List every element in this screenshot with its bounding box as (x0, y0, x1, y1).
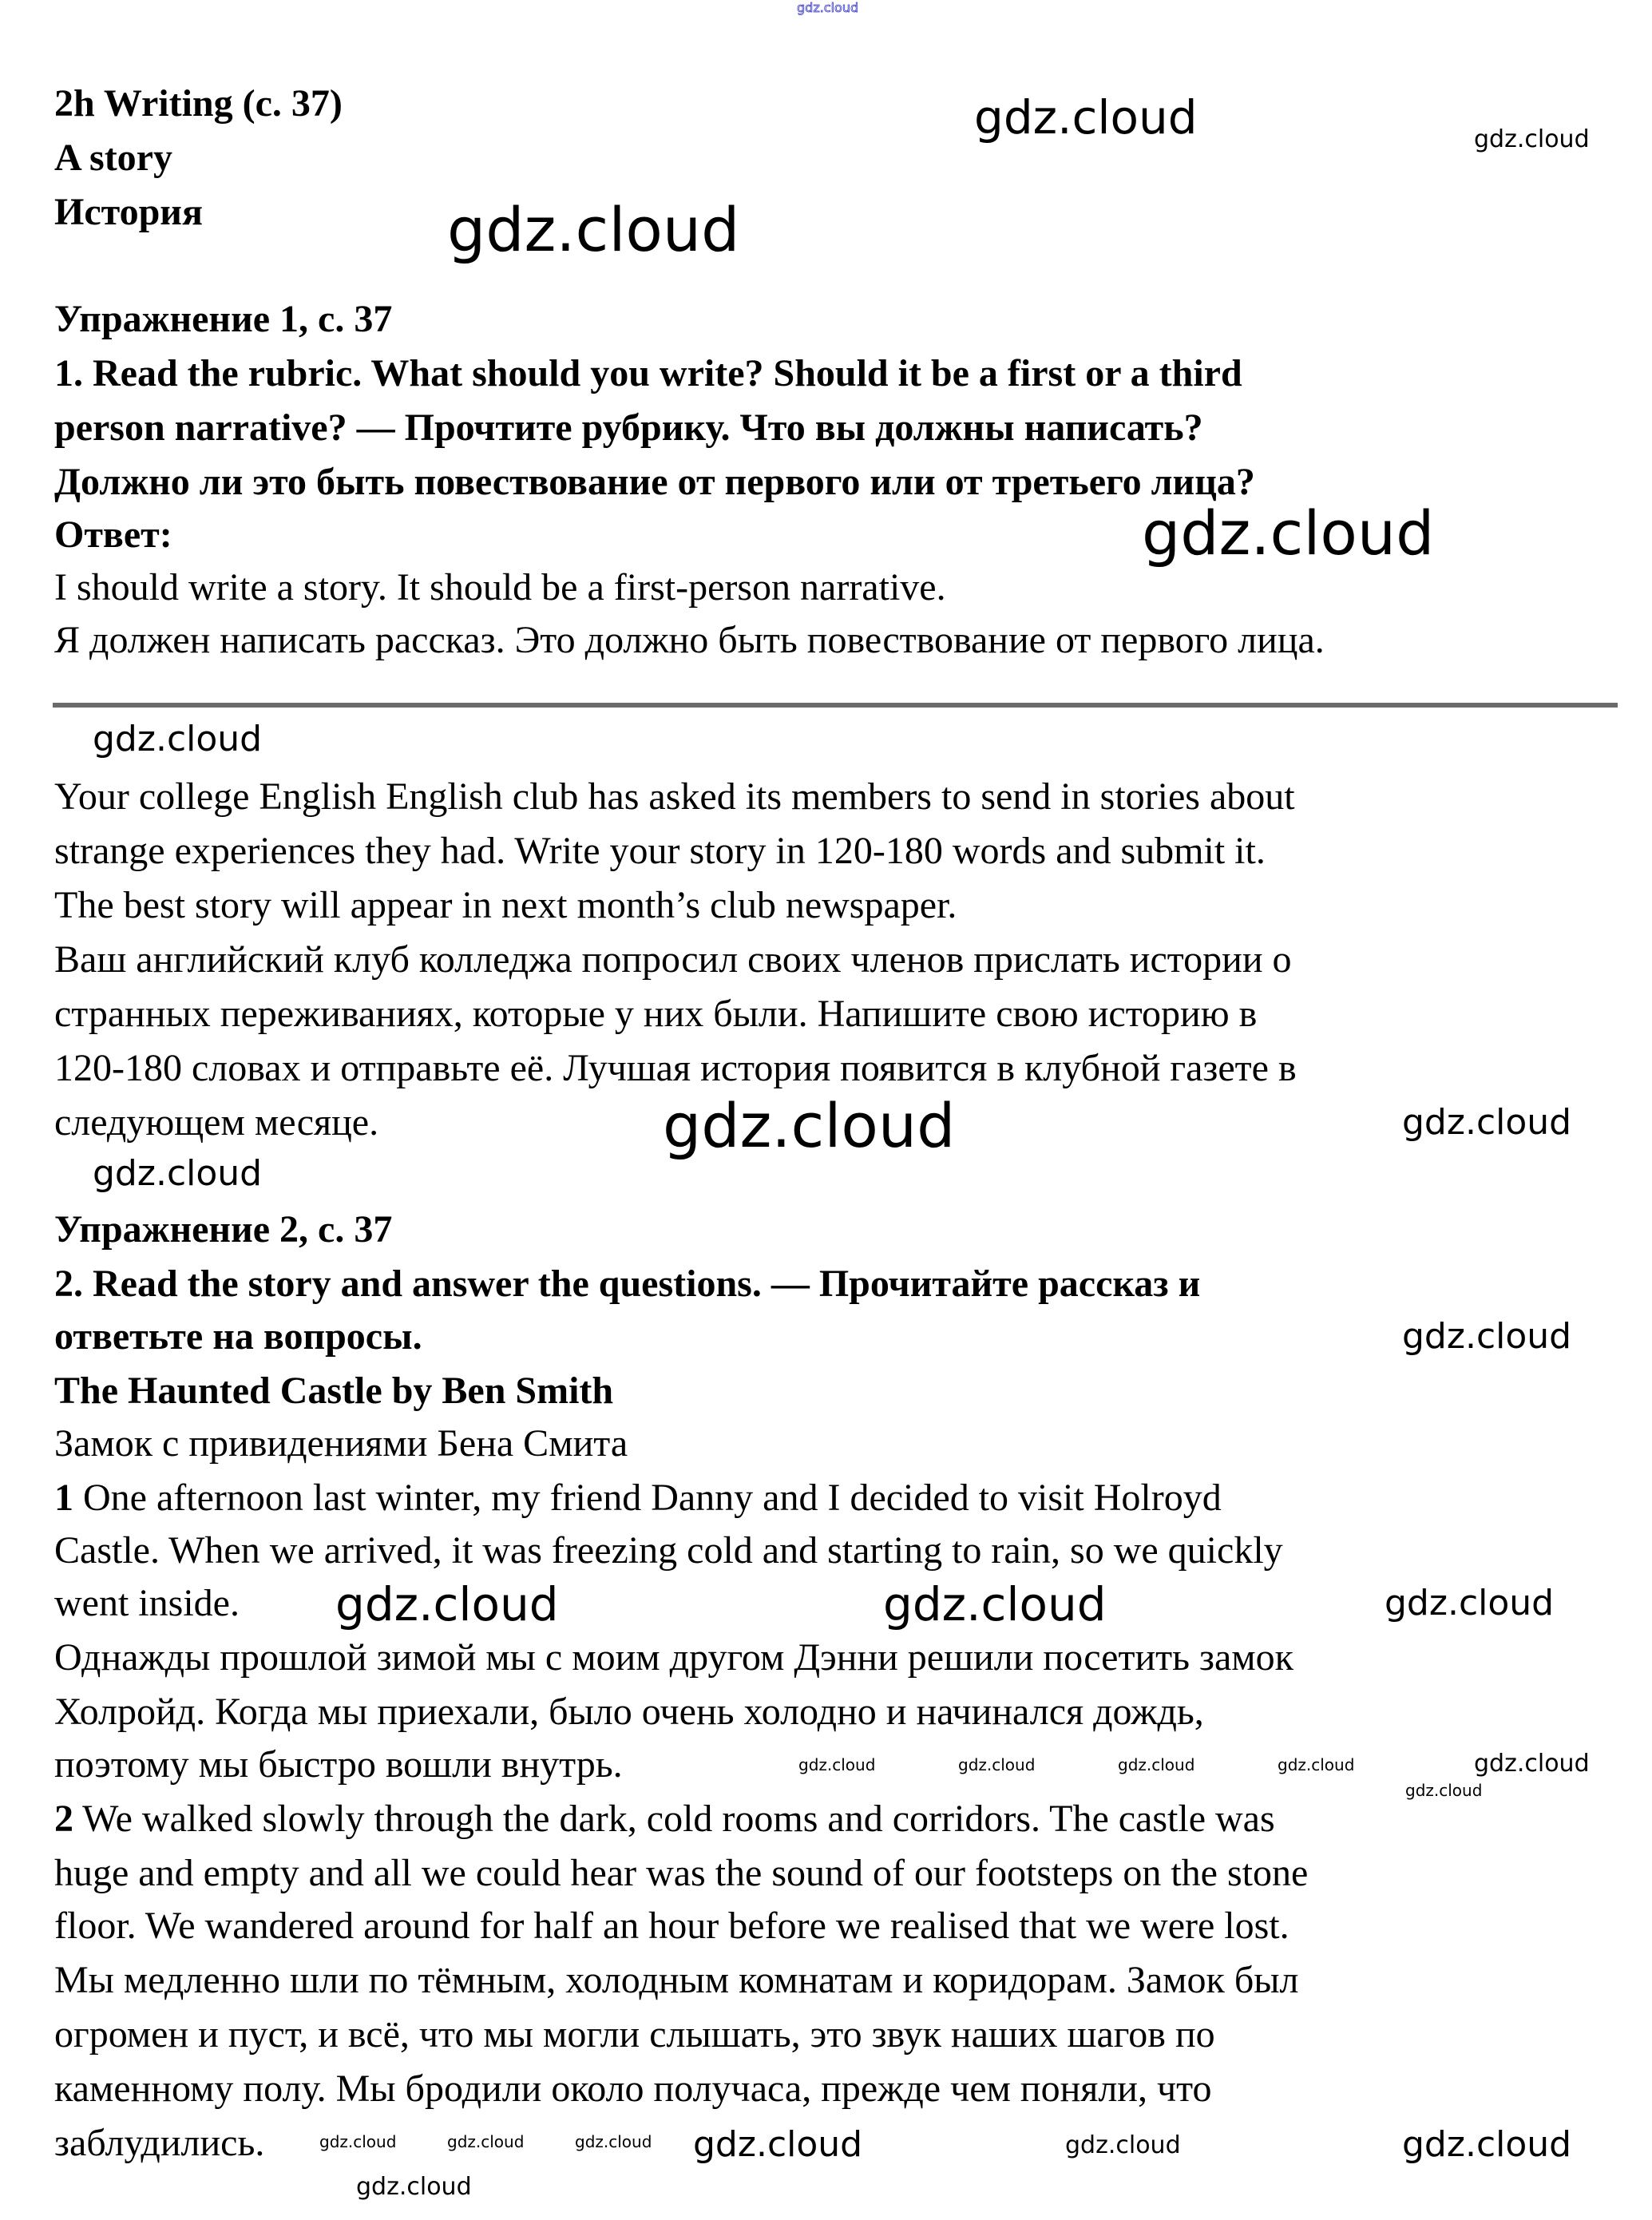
story-title-en: The Haunted Castle by Ben Smith (54, 1370, 614, 1412)
watermark: gdz.cloud (1405, 1781, 1483, 1800)
watermark: gdz.cloud (93, 1153, 263, 1194)
paragraph-1-ru-line: Однажды прошлой зимой мы с моим другом Дэнни решили посетить замок (54, 1636, 1293, 1679)
rubric-line: следующем месяце. (54, 1101, 379, 1144)
answer-line-ru: Я должен написать рассказ. Это должно быть повествование от первого лица. (54, 619, 1325, 661)
rubric-line: Your college English English club has asked its members to send in stories about (54, 775, 1295, 818)
watermark: gdz.cloud (958, 1755, 1036, 1774)
paragraph-1-ru-line: Холройд. Когда мы приехали, было очень холодно и начинался дождь, (54, 1691, 1204, 1733)
watermark: gdz.cloud (1385, 1583, 1555, 1623)
watermark-top: gdz.cloud (797, 0, 859, 15)
rubric-line: The best story will appear in next month’s club newspaper. (54, 884, 957, 926)
watermark: gdz.cloud (1065, 2131, 1181, 2159)
watermark: gdz.cloud (693, 2124, 863, 2165)
watermark: gdz.cloud (663, 1090, 956, 1161)
watermark: gdz.cloud (1402, 1316, 1572, 1357)
watermark: gdz.cloud (93, 719, 263, 759)
exercise1-title: Упражнение 1, с. 37 (54, 298, 393, 340)
exercise2-task-line: ответьте на вопросы. (54, 1315, 422, 1358)
exercise1-task-line: Должно ли это быть повествование от первого или от третьего лица? (54, 461, 1255, 503)
paragraph-1-line (54, 1474, 1222, 1522)
watermark: gdz.cloud (356, 2173, 472, 2201)
watermark: gdz.cloud (1474, 1750, 1590, 1778)
watermark: gdz.cloud (1402, 1102, 1572, 1143)
paragraph-2-line (54, 1795, 1275, 1843)
paragraph-text: One afternoon last winter, my friend Danny and I decided to visit Holroyd (73, 1477, 1222, 1519)
paragraph-number: 1 (54, 1477, 73, 1519)
watermark: gdz.cloud (447, 194, 740, 265)
rubric-line: strange experiences they had. Write your story in 120-180 words and submit it. (54, 830, 1266, 872)
answer-label: Ответ: (54, 513, 172, 556)
exercise2-task-line: 2. Read the story and answer the questions. — Прочитайте рассказ и (54, 1263, 1201, 1305)
watermark: gdz.cloud (1118, 1755, 1195, 1774)
paragraph-2-ru-line: заблудились. (54, 2122, 265, 2164)
watermark: gdz.cloud (335, 1577, 559, 1631)
paragraph-text: We walked slowly through the dark, cold rooms and corridors. The castle was (73, 1798, 1275, 1840)
paragraph-2-ru-line: огромен и пуст, и всё, что мы могли слышать, это звук наших шагов по (54, 2013, 1215, 2055)
section-title: 2h Writing (с. 37) (54, 82, 343, 125)
rubric-line: 120-180 словах и отправьте её. Лучшая история появится в клубной газете в (54, 1047, 1297, 1089)
paragraph-number: 2 (54, 1798, 73, 1840)
watermark: gdz.cloud (319, 2132, 397, 2151)
paragraph-1-ru-line: поэтому мы быстро вошли внутрь. (54, 1743, 623, 1786)
paragraph-2-ru-line: Мы медленно шли по тёмным, холодным комнатам и коридорам. Замок был (54, 1959, 1299, 2001)
subtitle-ru: История (54, 191, 203, 233)
watermark: gdz.cloud (575, 2132, 652, 2151)
answer-line-en: I should write a story. It should be a first-person narrative. (54, 566, 946, 609)
exercise1-task-line: 1. Read the rubric. What should you write? Should it be a first or a third (54, 352, 1242, 394)
paragraph-2-line: floor. We wandered around for half an hour before we realised that we were lost. (54, 1905, 1290, 1947)
watermark: gdz.cloud (798, 1755, 876, 1774)
paragraph-1-line: went inside. (54, 1582, 240, 1624)
paragraph-1-line: Castle. When we arrived, it was freezing cold and starting to rain, so we quickly (54, 1529, 1283, 1572)
watermark: gdz.cloud (1278, 1755, 1355, 1774)
section-divider (53, 703, 1618, 708)
exercise1-task-line: person narrative? — Прочтите рубрику. Что вы должны написать? (54, 406, 1203, 449)
story-title-ru: Замок с привидениями Бена Смита (54, 1422, 628, 1465)
paragraph-2-ru-line: каменному полу. Мы бродили около получаса, прежде чем поняли, что (54, 2067, 1212, 2110)
rubric-line: странных переживаниях, которые у них были. Напишите свою историю в (54, 993, 1258, 1035)
paragraph-2-line: huge and empty and all we could hear was the sound of our footsteps on the stone (54, 1852, 1309, 1894)
exercise2-title: Упражнение 2, с. 37 (54, 1208, 393, 1251)
rubric-line: Ваш английский клуб колледжа попросил своих членов прислать истории о (54, 938, 1292, 981)
watermark: gdz.cloud (974, 90, 1198, 145)
watermark: gdz.cloud (1142, 498, 1435, 569)
watermark: gdz.cloud (883, 1577, 1107, 1631)
watermark: gdz.cloud (447, 2132, 525, 2151)
watermark: gdz.cloud (1402, 2124, 1572, 2165)
subtitle-en: A story (54, 137, 172, 179)
watermark: gdz.cloud (1474, 125, 1590, 153)
